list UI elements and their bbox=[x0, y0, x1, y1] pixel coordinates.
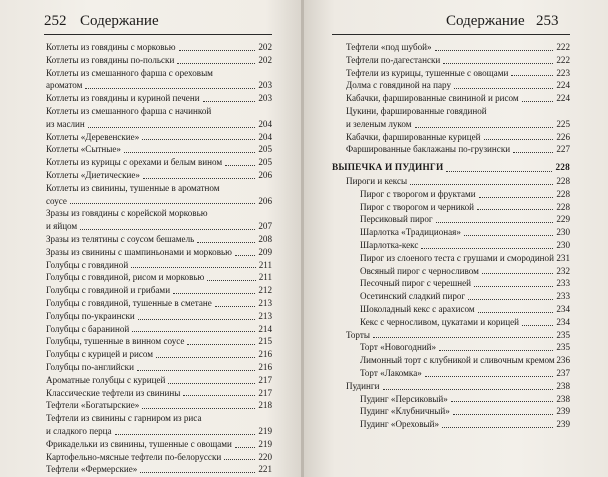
entry-title: Котлеты из говядины по-польски bbox=[46, 54, 175, 65]
toc-entry bbox=[332, 393, 570, 406]
entry-title: Голубцы с курицей и рисом bbox=[46, 349, 154, 360]
entry-page-number: 203 bbox=[258, 93, 272, 104]
dot-leader bbox=[435, 50, 553, 51]
entry-page-number: 202 bbox=[258, 54, 272, 65]
entry-page-number: 228 bbox=[556, 201, 570, 212]
dot-leader bbox=[142, 139, 255, 140]
dot-leader bbox=[140, 472, 255, 473]
toc-entry bbox=[332, 105, 570, 131]
toc-entry bbox=[332, 329, 570, 342]
entry-title: Шарлотка «Традиционая» bbox=[360, 227, 461, 238]
dot-leader bbox=[477, 209, 553, 210]
toc-entry bbox=[332, 188, 570, 201]
entry-title-continued: из маслин bbox=[46, 118, 85, 129]
entry-title-continued: и яйцом bbox=[46, 221, 78, 232]
dot-leader bbox=[373, 337, 553, 338]
toc-entry bbox=[332, 239, 570, 252]
entry-title: Пудинг «Персиковый» bbox=[360, 393, 448, 404]
entry-page-number: 233 bbox=[556, 291, 570, 302]
entry-title: Шарлотка-кекс bbox=[360, 239, 419, 250]
entry-title: Осетинский сладкий пирог bbox=[360, 291, 466, 302]
entry-title: Торт «Новогодний» bbox=[360, 342, 437, 353]
entry-page-number: 226 bbox=[556, 131, 570, 142]
page-number: 253 bbox=[536, 13, 559, 29]
toc-entry bbox=[332, 54, 570, 67]
dot-leader bbox=[70, 203, 255, 204]
toc-entry bbox=[46, 207, 272, 233]
entry-title: Персиковый пирог bbox=[360, 214, 433, 225]
dot-leader bbox=[484, 139, 553, 140]
entry-title: Голубцы с говядиной, рисом и морковью bbox=[46, 272, 205, 283]
toc-entry bbox=[46, 92, 272, 105]
toc-entry bbox=[46, 374, 272, 387]
entry-title: Классические тефтели из свинины bbox=[46, 387, 181, 398]
toc-entry bbox=[332, 316, 570, 329]
toc-entry bbox=[46, 387, 272, 400]
dot-leader bbox=[474, 286, 553, 287]
entry-title: Цукини, фаршированные говядиной bbox=[346, 105, 487, 116]
toc-entry bbox=[332, 303, 570, 316]
entry-title: Голубцы с говядиной bbox=[46, 259, 129, 270]
entry-page-number: 207 bbox=[258, 221, 272, 232]
entry-title: Тефтели «Фермерские» bbox=[46, 464, 138, 475]
toc-entry bbox=[46, 131, 272, 144]
entry-page-number: 228 bbox=[556, 175, 570, 186]
toc-entry bbox=[332, 252, 570, 265]
toc-entry bbox=[332, 92, 570, 105]
entry-page-number: 230 bbox=[556, 227, 570, 238]
entry-page-number: 236 bbox=[556, 355, 570, 366]
entry-title: Котлеты из смешанного фарша с начинкой bbox=[46, 105, 212, 116]
toc-entry bbox=[46, 233, 272, 246]
entry-title: Пироги и кексы bbox=[346, 175, 408, 186]
entry-title: Кабачки, фаршированные курицей bbox=[346, 131, 481, 142]
dot-leader bbox=[187, 344, 255, 345]
dot-leader bbox=[225, 165, 255, 166]
toc-entry bbox=[46, 156, 272, 169]
entry-page-number: 213 bbox=[258, 310, 272, 321]
dot-leader bbox=[115, 434, 255, 435]
entry-page-number: 222 bbox=[556, 42, 570, 52]
toc-entry bbox=[46, 438, 272, 451]
toc-entry bbox=[46, 182, 272, 208]
toc-entry bbox=[46, 143, 272, 156]
dot-leader bbox=[177, 63, 255, 64]
entry-title: Котлеты из смешанного фарша с ореховым bbox=[46, 67, 213, 78]
toc-entry bbox=[332, 354, 570, 367]
toc-entry bbox=[332, 201, 570, 214]
entry-title: Овсяный пирог с черносливом bbox=[360, 265, 479, 276]
dot-leader bbox=[138, 319, 255, 320]
entry-page-number: 229 bbox=[556, 214, 570, 225]
toc-entry bbox=[332, 226, 570, 239]
dot-leader bbox=[511, 75, 553, 76]
entry-page-number: 209 bbox=[258, 246, 272, 257]
dot-leader bbox=[131, 267, 256, 268]
dot-leader bbox=[88, 127, 255, 128]
toc-entry bbox=[332, 290, 570, 303]
entry-page-number: 239 bbox=[556, 419, 570, 430]
toc-entry bbox=[46, 399, 272, 412]
entry-page-number: 224 bbox=[556, 93, 570, 104]
dot-leader bbox=[415, 127, 553, 128]
entry-title: Зразы из свинины с шампиньонами и морковью bbox=[46, 246, 232, 257]
dot-leader bbox=[439, 350, 553, 351]
entry-page-number: 225 bbox=[556, 118, 570, 129]
dot-leader bbox=[173, 293, 255, 294]
entry-title: Кабачки, фаршированные свининой и рисом bbox=[346, 93, 519, 104]
dot-leader bbox=[436, 222, 553, 223]
entry-title: Тефтели по-дагестански bbox=[346, 54, 441, 65]
toc-entry bbox=[332, 213, 570, 226]
toc-entry bbox=[332, 67, 570, 80]
dot-leader bbox=[143, 178, 255, 179]
entry-title: Голубцы с говядиной, тушенные в сметане bbox=[46, 297, 212, 308]
entry-page-number: 204 bbox=[258, 118, 272, 129]
entry-title: Картофельно-мясные тефтели по-белорусски bbox=[46, 451, 222, 462]
entry-page-number: 221 bbox=[258, 464, 272, 475]
dot-leader bbox=[482, 273, 553, 274]
dot-leader bbox=[215, 306, 255, 307]
entry-page-number: 231 bbox=[556, 252, 570, 263]
dot-leader bbox=[224, 459, 255, 460]
entry-title: Котлеты «Диетические» bbox=[46, 169, 140, 180]
toc-entry bbox=[46, 348, 272, 361]
entry-page-number: 235 bbox=[556, 329, 570, 340]
entry-page-number: 224 bbox=[556, 80, 570, 91]
entry-title: Пудинг «Ореховый» bbox=[360, 419, 440, 430]
toc-entry bbox=[332, 41, 570, 54]
entry-page-number: 208 bbox=[258, 233, 272, 244]
dot-leader bbox=[425, 376, 553, 377]
toc-entry bbox=[46, 451, 272, 464]
dot-leader bbox=[197, 242, 255, 243]
dot-leader bbox=[421, 248, 553, 249]
entry-title: Пудинги bbox=[346, 380, 380, 391]
entry-title: Тефтели «под шубой» bbox=[346, 42, 432, 52]
entry-page-number: 234 bbox=[556, 303, 570, 314]
header-rule bbox=[332, 34, 570, 35]
entry-title: Лимонный торт с клубникой и сливочным кремом bbox=[360, 355, 555, 366]
entry-title: Пирог с творогом и фруктами bbox=[360, 188, 476, 199]
toc-entry bbox=[46, 246, 272, 259]
entry-page-number: 211 bbox=[258, 272, 272, 283]
entry-title: Тефтели из свинины с гарниром из риса bbox=[46, 413, 202, 424]
dot-leader bbox=[464, 235, 553, 236]
toc-entry bbox=[332, 131, 570, 144]
dot-leader bbox=[478, 312, 553, 313]
toc-entry bbox=[332, 418, 570, 431]
toc-entry bbox=[332, 367, 570, 380]
entry-page-number: 220 bbox=[258, 451, 272, 462]
entry-page-number: 222 bbox=[556, 54, 570, 65]
toc-entry bbox=[46, 297, 272, 310]
toc-entry bbox=[46, 41, 272, 54]
entry-title: Голубцы, тушенные в винном соусе bbox=[46, 336, 185, 347]
entry-title: Зразы из телятины с соусом бешамель bbox=[46, 233, 195, 244]
toc-entry bbox=[46, 169, 272, 182]
entry-page-number: 217 bbox=[258, 387, 272, 398]
toc-entry bbox=[332, 79, 570, 92]
dot-leader bbox=[124, 152, 255, 153]
entry-title: Шоколадный кекс с арахисом bbox=[360, 303, 475, 314]
entry-page-number: 217 bbox=[258, 374, 272, 385]
dot-leader bbox=[451, 401, 553, 402]
entry-title: Котлеты «Деревенские» bbox=[46, 131, 140, 142]
toc-entry bbox=[332, 405, 570, 418]
entry-title: Тефтели «Богатырские» bbox=[46, 400, 140, 411]
entry-page-number: 206 bbox=[258, 169, 272, 180]
entry-page-number: 238 bbox=[556, 393, 570, 404]
toc-entry bbox=[46, 310, 272, 323]
entry-title-continued: и сладкого перца bbox=[46, 425, 112, 436]
entry-page-number: 234 bbox=[556, 316, 570, 327]
entry-title: Котлеты из курицы с орехами и белым вином bbox=[46, 157, 223, 168]
entry-title: Котлеты из говядины и куриной печени bbox=[46, 93, 200, 104]
entry-title: Пудинг «Клубничный» bbox=[360, 406, 450, 417]
entry-page-number: 228 bbox=[555, 163, 570, 174]
entry-title: Голубцы с говядиной и грибами bbox=[46, 285, 171, 296]
toc-entry bbox=[332, 277, 570, 290]
toc-entry bbox=[46, 259, 272, 272]
entry-page-number: 203 bbox=[258, 80, 272, 91]
left-page bbox=[0, 0, 302, 477]
entry-page-number: 235 bbox=[556, 342, 570, 353]
entry-page-number: 213 bbox=[258, 297, 272, 308]
dot-leader bbox=[383, 389, 553, 390]
entry-page-number: 214 bbox=[258, 323, 272, 334]
dot-leader bbox=[203, 101, 255, 102]
dot-leader bbox=[85, 88, 255, 89]
dot-leader bbox=[183, 395, 255, 396]
entry-page-number: 216 bbox=[258, 361, 272, 372]
toc-entry bbox=[46, 54, 272, 67]
entry-page-number: 215 bbox=[258, 336, 272, 347]
entry-title: Котлеты из свинины, тушенные в ароматном bbox=[46, 182, 220, 193]
dot-leader bbox=[468, 299, 553, 300]
entry-page-number: 211 bbox=[258, 259, 272, 270]
entry-title: Зразы из говядины с корейской морковью bbox=[46, 208, 208, 219]
entry-page-number: 238 bbox=[556, 380, 570, 391]
entry-page-number: 233 bbox=[556, 278, 570, 289]
toc-entry bbox=[332, 265, 570, 278]
entry-title: Торты bbox=[346, 329, 370, 340]
entry-title: Фрикадельки из свинины, тушенные с овощами bbox=[46, 438, 232, 449]
dot-leader bbox=[522, 325, 553, 326]
dot-leader bbox=[235, 447, 255, 448]
entry-title: Торт «Лакомка» bbox=[360, 367, 422, 378]
entry-title: Фаршированные баклажаны по-грузински bbox=[346, 144, 511, 155]
dot-leader bbox=[522, 101, 553, 102]
dot-leader bbox=[168, 383, 255, 384]
dot-leader bbox=[179, 50, 255, 51]
entry-title: Кекс с черносливом, цукатами и корицей bbox=[360, 316, 520, 327]
toc-entry bbox=[46, 361, 272, 374]
entry-page-number: 239 bbox=[556, 406, 570, 417]
dot-leader bbox=[80, 229, 255, 230]
entry-title: Голубцы с бараниной bbox=[46, 323, 130, 334]
entry-page-number: 206 bbox=[258, 195, 272, 206]
contents-list bbox=[332, 41, 570, 431]
entry-title: Голубцы по-украински bbox=[46, 310, 135, 321]
entry-title-continued: соусе bbox=[46, 195, 67, 206]
entry-title: Котлеты из говядины с морковью bbox=[46, 42, 176, 52]
dot-leader bbox=[513, 152, 553, 153]
entry-page-number: 228 bbox=[556, 188, 570, 199]
toc-entry bbox=[46, 463, 272, 476]
contents-list bbox=[46, 41, 272, 476]
dot-leader bbox=[410, 184, 553, 185]
entry-page-number: 232 bbox=[556, 265, 570, 276]
entry-title: ВЫПЕЧКА И ПУДИНГИ bbox=[332, 163, 444, 174]
entry-page-number: 237 bbox=[556, 367, 570, 378]
entry-page-number: 212 bbox=[258, 285, 272, 296]
running-header: Содержание bbox=[446, 13, 525, 29]
entry-page-number: 219 bbox=[258, 425, 272, 436]
dot-leader bbox=[156, 357, 255, 358]
entry-title-continued: и зеленым луком bbox=[346, 118, 412, 129]
toc-entry bbox=[46, 284, 272, 297]
dot-leader bbox=[207, 280, 256, 281]
dot-leader bbox=[446, 171, 552, 172]
entry-title: Долма с говядиной на пару bbox=[346, 80, 451, 91]
toc-entry bbox=[332, 380, 570, 393]
dot-leader bbox=[442, 427, 553, 428]
entry-title: Пирог из слоеного теста с грушами и смородиной bbox=[360, 252, 554, 263]
dot-leader bbox=[142, 408, 255, 409]
toc-entry bbox=[46, 323, 272, 336]
toc-entry bbox=[46, 335, 272, 348]
entry-page-number: 227 bbox=[556, 144, 570, 155]
entry-title: Голубцы по-английски bbox=[46, 361, 134, 372]
entry-page-number: 202 bbox=[258, 42, 272, 52]
dot-leader bbox=[443, 63, 553, 64]
dot-leader bbox=[454, 88, 553, 89]
dot-leader bbox=[453, 414, 553, 415]
dot-leader bbox=[137, 370, 255, 371]
toc-entry bbox=[332, 175, 570, 188]
page-number: 252 bbox=[44, 13, 67, 29]
dot-leader bbox=[132, 331, 255, 332]
right-page bbox=[304, 0, 608, 477]
entry-page-number: 204 bbox=[258, 131, 272, 142]
dot-leader bbox=[235, 255, 255, 256]
entry-title: Пирог с творогом и черникой bbox=[360, 201, 474, 212]
entry-page-number: 219 bbox=[258, 438, 272, 449]
entry-title-continued: ароматом bbox=[46, 80, 83, 91]
running-header: Содержание bbox=[80, 13, 159, 29]
entry-title: Тефтели из курицы, тушенные с овощами bbox=[346, 67, 509, 78]
entry-page-number: 223 bbox=[556, 67, 570, 78]
toc-section-heading bbox=[332, 162, 570, 175]
entry-title: Ароматные голубцы с курицей bbox=[46, 374, 166, 385]
toc-entry bbox=[46, 412, 272, 438]
dot-leader bbox=[479, 197, 553, 198]
toc-entry bbox=[46, 67, 272, 93]
toc-entry bbox=[332, 143, 570, 156]
entry-page-number: 205 bbox=[258, 144, 272, 155]
entry-page-number: 216 bbox=[258, 349, 272, 360]
entry-title: Котлеты «Сытные» bbox=[46, 144, 121, 155]
header-rule bbox=[44, 34, 272, 35]
entry-page-number: 218 bbox=[258, 400, 272, 411]
entry-page-number: 230 bbox=[556, 239, 570, 250]
entry-page-number: 205 bbox=[258, 157, 272, 168]
toc-entry bbox=[332, 341, 570, 354]
toc-entry bbox=[46, 105, 272, 131]
entry-title: Песочный пирог с черешней bbox=[360, 278, 471, 289]
toc-entry bbox=[46, 271, 272, 284]
